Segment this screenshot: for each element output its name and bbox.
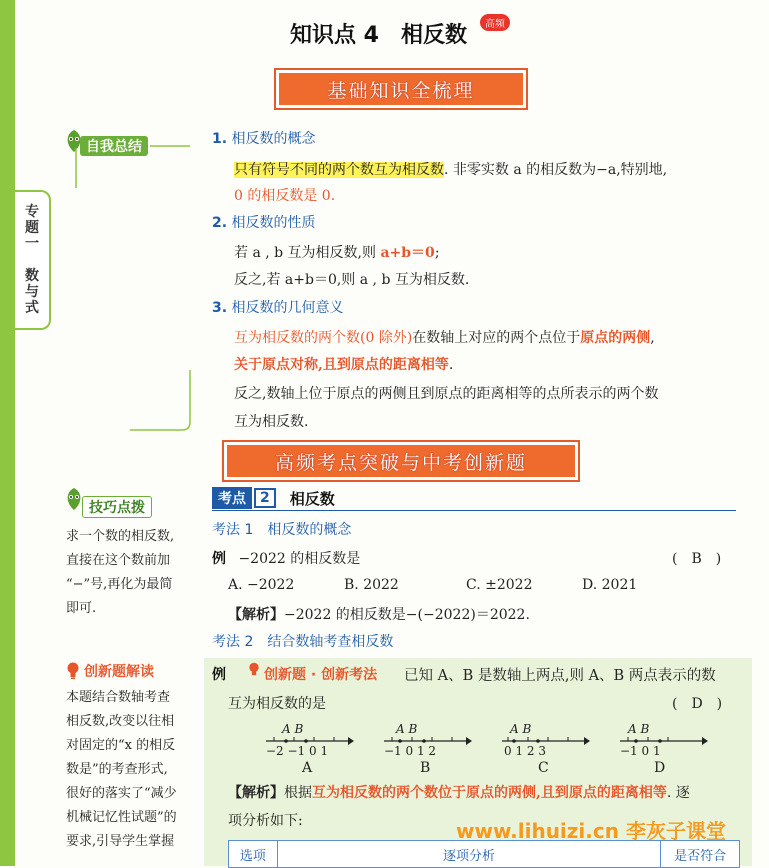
side-tab-part2: 数与式 (25, 268, 39, 316)
watermark: www.lihuizi.cn 李灰子课堂 (456, 819, 726, 843)
innovation-text (66, 686, 202, 854)
table-header-analysis: 逐项分析 (278, 841, 662, 867)
innov-line-3: 对固定的“x 的相反 (66, 738, 176, 753)
kaofa1-option-c: C. ±2022 (466, 577, 533, 593)
tips-text (66, 525, 194, 621)
kaofa1-option-a: A. −2022 (228, 577, 295, 593)
section2-title: 相反数的性质 (231, 215, 316, 231)
number-line-a (264, 722, 354, 780)
tips-line-1: 求一个数的相反数, (66, 529, 175, 544)
kaofa2-analysis-b: 互为相反数的两个数位于原点的两侧,且到原点的距离相等 (312, 785, 667, 801)
section3-line2 (234, 354, 453, 374)
kaofa2-answer: ( D ) (672, 696, 723, 712)
kaofa2-analysis (228, 782, 690, 802)
number-line-d-points: A B (628, 722, 650, 736)
innov-line-4: 数是”的考查形式, (66, 762, 168, 777)
number-line-a-points: A B (282, 722, 304, 736)
lightbulb-icon (66, 662, 80, 680)
kaofa1-option-b: B. 2022 (344, 577, 399, 593)
kaodian-underline (212, 510, 736, 511)
number-line-c-letter: C (538, 760, 549, 776)
section3-num: 3. (212, 300, 228, 316)
kaofa2-example-text2: 互为相反数的是 (228, 696, 326, 712)
section3-line1-d: , (650, 330, 655, 346)
section2-heading (212, 212, 316, 232)
banner-basic-knowledge-text: 基础知识全梳理 (327, 79, 475, 102)
kaofa1-answer: ( B ) (672, 551, 722, 567)
number-line-b-ticks: −1 0 1 2 (384, 744, 437, 758)
analysis-table-header (228, 840, 740, 868)
number-line-c-ticks: 0 1 2 3 (504, 744, 546, 758)
number-line-a-ticks: −2 −1 0 1 (266, 744, 329, 758)
table-header-match: 是否符合 (674, 848, 727, 864)
section3-line1-c: 原点的两侧 (580, 330, 651, 346)
number-line-d-ticks: −1 0 1 (620, 744, 661, 758)
number-line-c-points: A B (510, 722, 532, 736)
kaodian-title: 相反数 (289, 489, 335, 508)
side-tab-part1: 专题一 (25, 204, 39, 252)
kaofa2-tag: 创新题 · 创新考法 (264, 667, 378, 683)
kaofa1-analysis (228, 604, 530, 624)
section2-line2: 反之,若 a+b＝0,则 a , b 互为相反数. (234, 272, 470, 288)
section2-formula: a+b＝0 (380, 245, 435, 261)
section1-line1-rest: . 非零实数 a 的相反数为−a,特别地, (444, 162, 668, 178)
tips-line-3: “−”号,再化为最简 (66, 577, 173, 592)
number-line-d-letter: D (654, 760, 666, 776)
kaodian-label: 考点 (212, 487, 252, 509)
number-line-d (618, 722, 708, 780)
number-line-a-letter: A (302, 760, 313, 776)
kaofa2-analysis-c: . 逐 (666, 785, 690, 801)
section1-line1 (234, 159, 667, 179)
innovation-label: 创新题解读 (84, 664, 154, 680)
kaofa1-title: 考法 1 相反数的概念 (212, 522, 352, 538)
number-line-b (382, 722, 472, 780)
table-header-option: 选项 (229, 841, 278, 867)
number-line-c (500, 722, 590, 780)
innov-line-7: 要求,引导学生掌握 (66, 834, 175, 849)
left-color-strip (0, 0, 15, 866)
innov-line-5: 很好的落实了“减少 (66, 786, 177, 801)
kaofa1-option-d: D. 2021 (582, 577, 638, 593)
innov-line-6: 机械记忆性试题”的 (66, 810, 177, 825)
kaofa1-example-text: −2022 的相反数是 (238, 551, 361, 567)
kaodian-header (212, 487, 335, 509)
banner-exam-points (222, 440, 580, 482)
kaofa2-analysis-label: 【解析】 (228, 785, 284, 801)
tips-line-2: 直接在这个数前加 (66, 553, 171, 568)
kaofa2-title: 考法 2 结合数轴考查相反数 (212, 634, 394, 650)
section2-line1-a: 若 a , b 互为相反数,则 (234, 245, 381, 261)
kaodian-num: 2 (254, 488, 276, 508)
kaofa2-analysis-a: 根据 (284, 785, 312, 801)
number-line-b-letter: B (420, 760, 431, 776)
section3-line3: 反之,数轴上位于原点的两侧且到原点的距离相等的点所表示的两个数 (234, 386, 659, 402)
kaofa1-example-label: 例 (212, 551, 226, 567)
banner-basic-knowledge (274, 68, 528, 110)
section3-line1-b: 在数轴上对应的两个点位于 (412, 330, 581, 346)
section3-line2-end: . (448, 357, 454, 373)
frequency-badge: 高频 (480, 14, 510, 31)
section3-line1 (234, 327, 655, 347)
kaofa2-example-label: 例 (212, 667, 226, 683)
section1-highlight: 只有符号不同的两个数互为相反数 (234, 162, 444, 178)
kaofa1-analysis-text: −2022 的相反数是−(−2022)＝2022. (284, 607, 530, 623)
section1-title: 相反数的概念 (231, 131, 316, 147)
kaofa1-example (212, 548, 360, 568)
section3-line4: 互为相反数. (234, 414, 309, 430)
section3-title: 相反数的几何意义 (231, 300, 344, 316)
page-title: 知识点 4 相反数 (290, 23, 467, 48)
section3-line1-a: 互为相反数的两个数(0 除外) (234, 330, 413, 346)
banner-exam-points-text: 高频考点突破与中考创新题 (274, 451, 527, 474)
innov-line-2: 相反数,改变以往相 (66, 714, 175, 729)
kaofa1-analysis-label: 【解析】 (228, 607, 284, 623)
section2-num: 2. (212, 215, 228, 231)
tips-line-4: 即可. (66, 601, 97, 616)
section3-line2-text: 关于原点对称,且到原点的距离相等 (234, 357, 449, 373)
section1-heading (212, 128, 316, 148)
number-line-b-points: A B (396, 722, 418, 736)
kaofa2-example-text: 已知 A、B 是数轴上两点,则 A、B 两点表示的数 (404, 668, 716, 684)
section1-num: 1. (212, 131, 228, 147)
kaofa2-example (212, 664, 226, 684)
tips-label: 技巧点拨 (82, 496, 152, 518)
lightbulb-icon-2 (248, 662, 260, 678)
kaofa2-analysis-line2: 项分析如下: (228, 813, 303, 829)
section1-line2: 0 的相反数是 0. (234, 188, 336, 204)
section2-line1-c: ; (434, 245, 440, 261)
section2-line1 (234, 242, 440, 262)
self-summary-label: 自我总结 (80, 136, 148, 156)
summary-bracket-lines (70, 140, 200, 440)
section3-heading (212, 297, 344, 317)
innov-line-1: 本题结合数轴考查 (66, 690, 171, 705)
